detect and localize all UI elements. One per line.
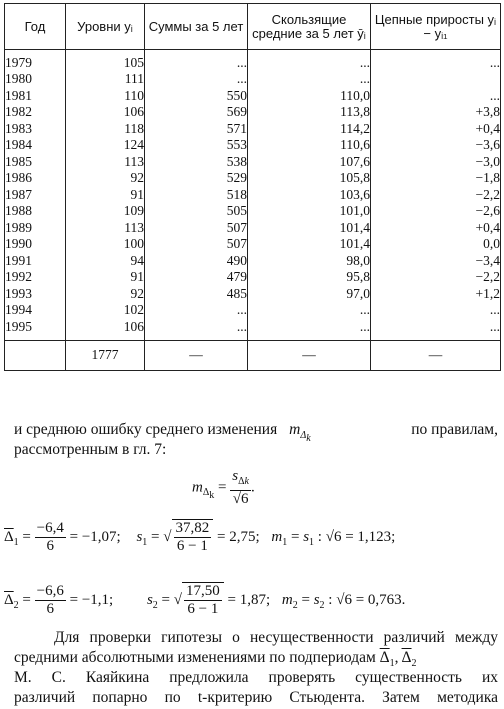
f1-s-num: 37,82 [175, 520, 210, 536]
cell-chain-change: −3,4 [371, 253, 501, 270]
last-par-line-2: средними абсолютными изменениями по подпериодам $\overline{\Delta}_1$, $\overline{\Delta}_2$ [14, 649, 417, 670]
cell-year: 1991 [5, 253, 66, 270]
table-row [5, 50, 501, 72]
cell-sum: ... [145, 319, 248, 341]
f1-num: −6,4 [36, 520, 64, 536]
formula-delta-1: $\overline{\Delta}_1$ = $\frac{-6,4}{6}$ = −1,07; $s_1$ = √ $\frac{37,82}{6 - 1}$ = 2,75; $m_1 = s_1$ : √6 = 1,123; [4, 520, 396, 554]
cell-chain-change: +1,2 [371, 286, 501, 303]
table-row [5, 88, 501, 105]
cell-sum: 553 [145, 137, 248, 154]
table-row [5, 319, 501, 341]
cell-sum: 518 [145, 187, 248, 204]
data-table [4, 3, 501, 371]
cell-moving-avg: 97,0 [248, 286, 371, 303]
last-par-text-3: М. С. Каяйкина предложила проверять существенность их [14, 669, 498, 686]
total-levels: 1777 [66, 340, 145, 370]
intro-symbol: $m_{\Delta_k}$ [289, 421, 311, 445]
cell-sum: 485 [145, 286, 248, 303]
intro-line-2: рассмотренным в гл. 7: [14, 441, 167, 458]
table-row [5, 286, 501, 303]
last-par-line-4 [14, 688, 498, 708]
total-chain-changes: — [371, 340, 501, 370]
cell-moving-avg: ... [248, 71, 371, 88]
cell-moving-avg: ... [248, 319, 371, 341]
header-year: Год [5, 4, 66, 50]
cell-year: 1989 [5, 220, 66, 237]
cell-sum: ... [145, 302, 248, 319]
cell-level: 91 [66, 187, 145, 204]
cell-chain-change: ... [371, 302, 501, 319]
table-row [5, 104, 501, 121]
table-row [5, 187, 501, 204]
cell-chain-change: −1,8 [371, 170, 501, 187]
last-par-line-1 [14, 628, 498, 648]
cell-sum: 569 [145, 104, 248, 121]
cell-moving-avg: 110,6 [248, 137, 371, 154]
f2-s-den: 6 − 1 [187, 601, 219, 617]
header-chain-changes: Цепные приросты yᵢ − yᵢ₁ [371, 4, 501, 50]
cell-sum: 490 [145, 253, 248, 270]
f2-m-result: 0,763 [367, 591, 402, 608]
intro-line-1-end: по правилам, [411, 421, 498, 438]
last-par-text-2: средними абсолютными изменениями по подпериодам [14, 649, 376, 666]
cell-moving-avg: ... [248, 302, 371, 319]
intro-text: и среднюю ошибку среднего изменения [14, 421, 278, 438]
f2-s-num: 17,50 [186, 583, 220, 599]
cell-level: 106 [66, 104, 145, 121]
cell-moving-avg: 101,0 [248, 203, 371, 220]
table-body [5, 50, 501, 341]
cell-moving-avg: 107,6 [248, 154, 371, 171]
cell-year: 1995 [5, 319, 66, 341]
cell-sum: ... [145, 71, 248, 88]
cell-moving-avg: ... [248, 50, 371, 72]
cell-level: 110 [66, 88, 145, 105]
table-row [5, 203, 501, 220]
cell-level: 92 [66, 286, 145, 303]
table-row [5, 137, 501, 154]
cell-year: 1983 [5, 121, 66, 138]
cell-moving-avg: 114,2 [248, 121, 371, 138]
last-par-line-3 [14, 668, 498, 688]
cell-sum: 507 [145, 236, 248, 253]
cell-level: 94 [66, 253, 145, 270]
header-sums: Суммы за 5 лет [145, 4, 248, 50]
cell-chain-change: +0,4 [371, 220, 501, 237]
cell-year: 1988 [5, 203, 66, 220]
table-row [5, 121, 501, 138]
cell-level: 109 [66, 203, 145, 220]
cell-moving-avg: 110,0 [248, 88, 371, 105]
f1-m-result: 1,123 [357, 528, 392, 545]
cell-year: 1993 [5, 286, 66, 303]
cell-level: 124 [66, 137, 145, 154]
cell-sum: 479 [145, 269, 248, 286]
table-row [5, 71, 501, 88]
cell-moving-avg: 113,8 [248, 104, 371, 121]
table-row [5, 269, 501, 286]
cell-year: 1982 [5, 104, 66, 121]
cell-level: 91 [66, 269, 145, 286]
cell-level: 102 [66, 302, 145, 319]
total-sums: — [145, 340, 248, 370]
table-row [5, 170, 501, 187]
cell-chain-change: ... [371, 319, 501, 341]
cell-year: 1980 [5, 71, 66, 88]
cell-chain-change: −2,6 [371, 203, 501, 220]
table-header-row [5, 4, 501, 50]
cell-year: 1987 [5, 187, 66, 204]
cell-sum: ... [145, 50, 248, 72]
cell-year: 1986 [5, 170, 66, 187]
cell-moving-avg: 105,8 [248, 170, 371, 187]
cell-sum: 505 [145, 203, 248, 220]
cell-year: 1985 [5, 154, 66, 171]
cell-level: 113 [66, 154, 145, 171]
f2-result: −1,1 [81, 591, 110, 608]
f1-s-den: 6 − 1 [176, 538, 208, 554]
cell-chain-change: −2,2 [371, 187, 501, 204]
f2-den: 6 [46, 601, 54, 617]
cell-moving-avg: 103,6 [248, 187, 371, 204]
cell-chain-change: +0,4 [371, 121, 501, 138]
total-moving-avg: — [248, 340, 371, 370]
cell-chain-change: −3,0 [371, 154, 501, 171]
cell-year: 1979 [5, 50, 66, 72]
last-par-text-1: Для проверки гипотезы о несущественности различий между [54, 629, 498, 646]
cell-chain-change: 0,0 [371, 236, 501, 253]
cell-chain-change: ... [371, 88, 501, 105]
header-levels: Уровни yᵢ [66, 4, 145, 50]
cell-level: 100 [66, 236, 145, 253]
cell-chain-change: −3,6 [371, 137, 501, 154]
cell-sum: 529 [145, 170, 248, 187]
cell-moving-avg: 101,4 [248, 236, 371, 253]
f2-num: −6,6 [36, 583, 64, 599]
cell-sum: 507 [145, 220, 248, 237]
cell-level: 111 [66, 71, 145, 88]
cell-level: 105 [66, 50, 145, 72]
cell-sum: 571 [145, 121, 248, 138]
table-row [5, 302, 501, 319]
table-row [5, 236, 501, 253]
cell-year: 1990 [5, 236, 66, 253]
cell-chain-change: +3,8 [371, 104, 501, 121]
cell-level: 92 [66, 170, 145, 187]
header-moving-avg: Скользящие средние за 5 лет ȳᵢ [248, 4, 371, 50]
cell-moving-avg: 98,0 [248, 253, 371, 270]
table-row [5, 220, 501, 237]
formula-m-delta: $m_{\Delta_k}$ = $\frac{s_{\Delta k}}{√6}$ . [192, 468, 255, 507]
cell-level: 118 [66, 121, 145, 138]
cell-moving-avg: 101,4 [248, 220, 371, 237]
total-year [5, 340, 66, 370]
cell-year: 1984 [5, 137, 66, 154]
f1-s-result: 2,75 [229, 528, 256, 545]
f1-result: −1,07 [81, 528, 117, 545]
cell-sum: 550 [145, 88, 248, 105]
f2-s-result: 1,87 [239, 591, 266, 608]
formula-delta-2: $\overline{\Delta}_2$ = $\frac{-6,6}{6}$ = −1,1; $s_2$ = √ $\frac{17,50}{6 - 1}$ = 1,87; $m_2 = s_2$ : √6 = 0,763. [4, 583, 406, 617]
cell-chain-change: −2,2 [371, 269, 501, 286]
table-row [5, 253, 501, 270]
f1-den: 6 [46, 538, 54, 554]
cell-moving-avg: 95,8 [248, 269, 371, 286]
table-row [5, 154, 501, 171]
cell-level: 106 [66, 319, 145, 341]
last-par-text-4: различий попарно по t-критерию Стьюдента. Затем методика [14, 689, 498, 706]
table-total-row [5, 340, 501, 370]
cell-level: 113 [66, 220, 145, 237]
cell-year: 1992 [5, 269, 66, 286]
cell-chain-change [371, 71, 501, 88]
cell-chain-change: ... [371, 50, 501, 72]
cell-sum: 538 [145, 154, 248, 171]
cell-year: 1994 [5, 302, 66, 319]
cell-year: 1981 [5, 88, 66, 105]
